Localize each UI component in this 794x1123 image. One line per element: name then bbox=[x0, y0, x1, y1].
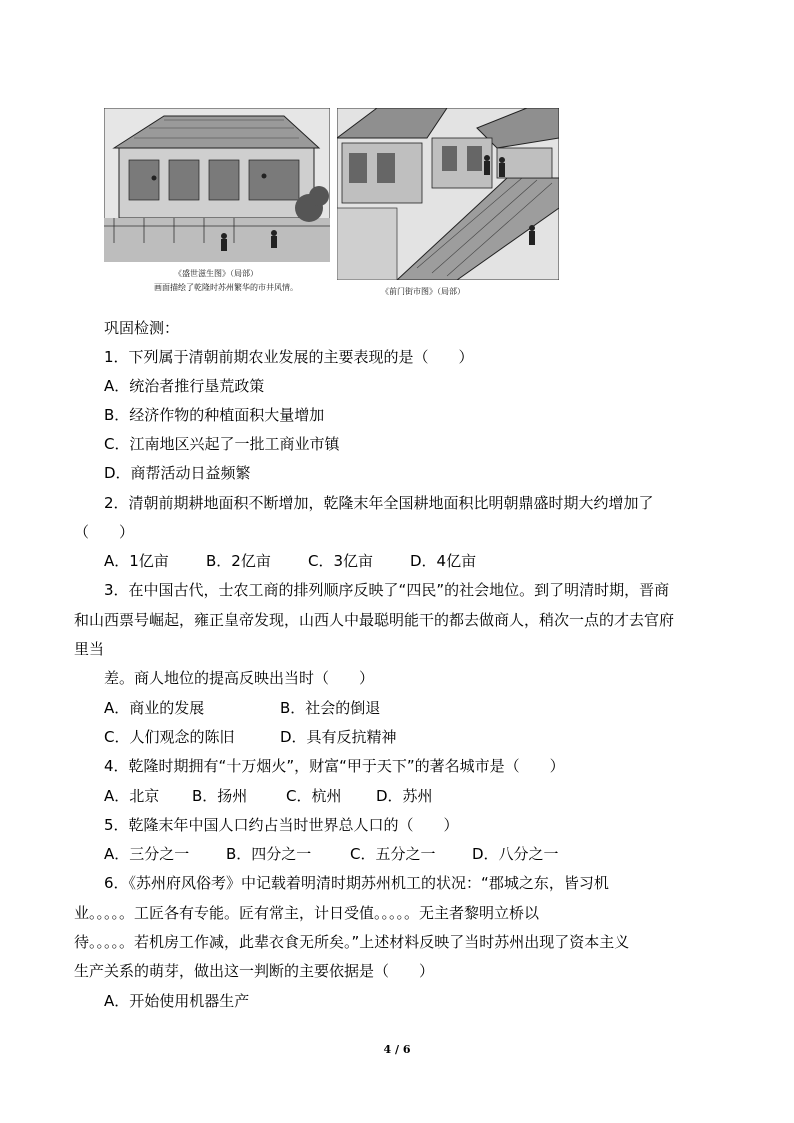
question-6-stem-line-3: 待。。。。。若机房工作减，此辈衣食无所矣。”上述材料反映了当时苏州出现了资本主义 bbox=[74, 933, 630, 951]
question-1-option-a: A．统治者推行垦荒政策 bbox=[104, 377, 265, 395]
figure-left bbox=[104, 108, 330, 292]
question-2-option-a: A．1亿亩 bbox=[104, 552, 169, 570]
figure-right-caption-title: 《前门街市图》（局部） bbox=[381, 287, 465, 296]
question-3-option-c: C．人们观念的陈旧 bbox=[104, 728, 235, 746]
question-3-stem-line-4: 差。商人地位的提高反映出当时（ ） bbox=[104, 669, 375, 687]
question-2-option-d: D．4亿亩 bbox=[410, 552, 477, 570]
question-3-stem-line-2: 和山西票号崛起，雍正皇帝发现，山西人中最聪明能干的都去做商人，稍次一点的才去官府 bbox=[74, 611, 675, 629]
figure-left-caption-desc: 画面描绘了乾隆时苏州繁华的市井风情。 bbox=[154, 283, 298, 292]
page-number: 4 / 6 bbox=[383, 1043, 411, 1056]
question-4-option-c: C．杭州 bbox=[286, 787, 342, 805]
question-4-option-d: D．苏州 bbox=[376, 787, 433, 805]
question-5-option-d: D．八分之一 bbox=[472, 845, 559, 863]
question-3-option-b: B．社会的倒退 bbox=[280, 699, 381, 717]
question-6-option-a: A．开始使用机器生产 bbox=[104, 992, 250, 1010]
question-3-stem-line-3: 里当 bbox=[74, 640, 105, 658]
question-3-option-d: D．具有反抗精神 bbox=[280, 728, 397, 746]
question-3-options-row-2 bbox=[104, 727, 504, 747]
question-2-stem-line-2: （ ） bbox=[74, 523, 135, 541]
question-1-option-b: B．经济作物的种植面积大量增加 bbox=[104, 406, 325, 424]
question-4-stem: 4．乾隆时期拥有“十万烟火”，财富“甲于天下”的著名城市是（ ） bbox=[104, 757, 565, 775]
question-5-options bbox=[104, 844, 604, 864]
question-1-option-c: C．江南地区兴起了一批工商业市镇 bbox=[104, 435, 340, 453]
question-1-option-d: D．商帮活动日益频繁 bbox=[104, 464, 251, 482]
question-3-option-a: A．商业的发展 bbox=[104, 699, 205, 717]
section-title: 巩固检测： bbox=[104, 319, 180, 337]
figure-right bbox=[337, 108, 559, 296]
question-1-stem: 1．下列属于清朝前期农业发展的主要表现的是（ ） bbox=[104, 348, 474, 366]
question-2-option-c: C．3亿亩 bbox=[308, 552, 374, 570]
question-3-stem-line-1: 3．在中国古代，士农工商的排列顺序反映了“四民”的社会地位。到了明清时期，晋商 bbox=[104, 581, 670, 599]
question-3-options-row-1 bbox=[104, 698, 504, 718]
question-4-options bbox=[104, 786, 524, 806]
question-4-option-b: B．扬州 bbox=[192, 787, 248, 805]
question-6-stem-line-2: 业。。。。。工匠各有专能。匠有常主，计日受值。。。。。无主者黎明立桥以 bbox=[74, 904, 540, 922]
question-5-option-a: A．三分之一 bbox=[104, 845, 190, 863]
engraving-image-right bbox=[337, 108, 559, 280]
question-5-stem: 5．乾隆末年中国人口约占当时世界总人口的（ ） bbox=[104, 816, 459, 834]
question-6-stem-line-1: 6．《苏州府风俗考》中记载着明清时期苏州机工的状况：“郡城之东，皆习机 bbox=[104, 874, 609, 892]
question-4-option-a: A．北京 bbox=[104, 787, 160, 805]
question-2-options bbox=[104, 551, 604, 571]
figure-left-caption-title: 《盛世滋生图》（局部） bbox=[174, 269, 258, 278]
question-5-option-b: B．四分之一 bbox=[226, 845, 312, 863]
engraving-image-left bbox=[104, 108, 330, 262]
question-2-stem-line-1: 2．清朝前期耕地面积不断增加，乾隆末年全国耕地面积比明朝鼎盛时期大约增加了 bbox=[104, 494, 654, 512]
question-6-stem-line-4: 生产关系的萌芽，做出这一判断的主要依据是（ ） bbox=[74, 962, 435, 980]
question-2-option-b: B．2亿亩 bbox=[206, 552, 271, 570]
question-5-option-c: C．五分之一 bbox=[350, 845, 436, 863]
